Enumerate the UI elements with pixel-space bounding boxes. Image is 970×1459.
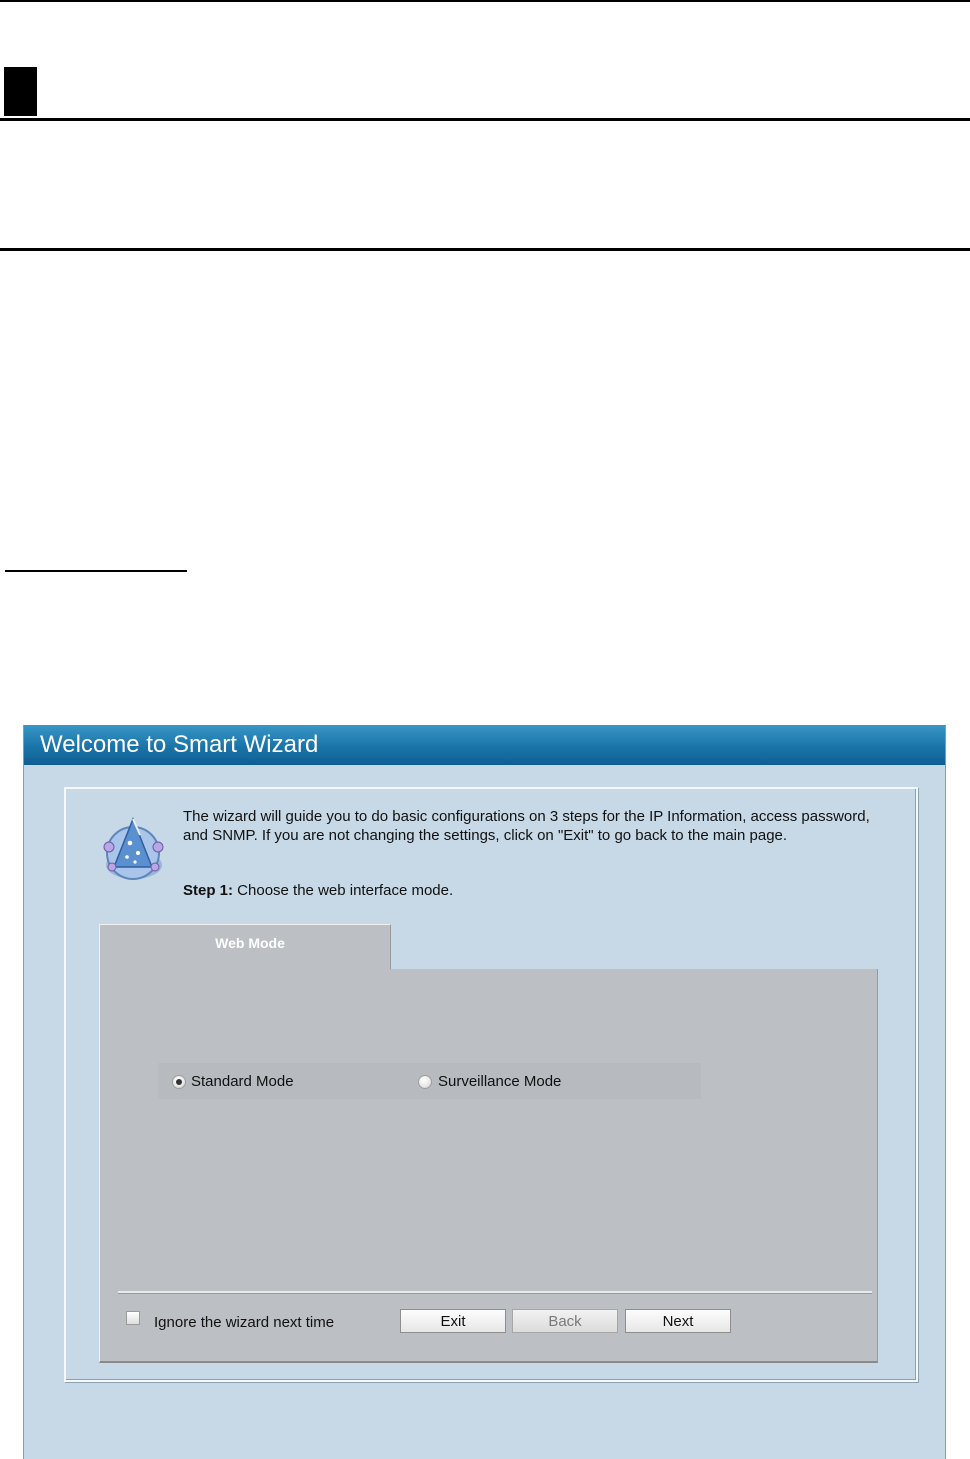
standard-mode-radio[interactable] xyxy=(172,1075,186,1089)
standard-mode-label[interactable]: Standard Mode xyxy=(191,1073,294,1090)
wizard-panel xyxy=(64,787,918,1382)
smart-wizard-window xyxy=(23,725,946,1459)
ignore-wizard-checkbox[interactable] xyxy=(126,1311,140,1325)
footer-separator xyxy=(118,1291,872,1294)
wizard-title: Welcome to Smart Wizard xyxy=(40,731,319,758)
surveillance-mode-label[interactable]: Surveillance Mode xyxy=(438,1073,562,1090)
heading-underline xyxy=(5,570,187,572)
section-divider-lower xyxy=(0,248,970,251)
step-text: Choose the web interface mode. xyxy=(233,882,454,899)
section-divider xyxy=(0,118,970,121)
step-label: Step 1: xyxy=(183,882,234,899)
mode-options-row xyxy=(158,1063,701,1099)
tab-web-mode-label: Web Mode xyxy=(215,935,285,951)
back-button[interactable]: Back xyxy=(512,1309,618,1333)
wizard-title-bar xyxy=(24,725,945,765)
exit-button[interactable]: Exit xyxy=(400,1309,506,1333)
section-marker-block xyxy=(4,67,37,116)
top-rule xyxy=(0,0,970,2)
wizard-step-instruction xyxy=(183,882,453,899)
ignore-wizard-label[interactable]: Ignore the wizard next time xyxy=(154,1314,335,1331)
web-mode-tab-content xyxy=(99,969,878,1363)
wizard-intro-text: The wizard will guide you to do basic configurations on 3 steps for the IP Information, access password, and SNMP. If you are not changing the settings, click on "Exit" to go back to the main page. xyxy=(183,808,870,844)
surveillance-mode-radio[interactable] xyxy=(418,1075,432,1089)
next-button[interactable]: Next xyxy=(625,1309,731,1333)
tab-web-mode[interactable] xyxy=(99,924,391,971)
wizard-hat-icon xyxy=(100,809,170,883)
